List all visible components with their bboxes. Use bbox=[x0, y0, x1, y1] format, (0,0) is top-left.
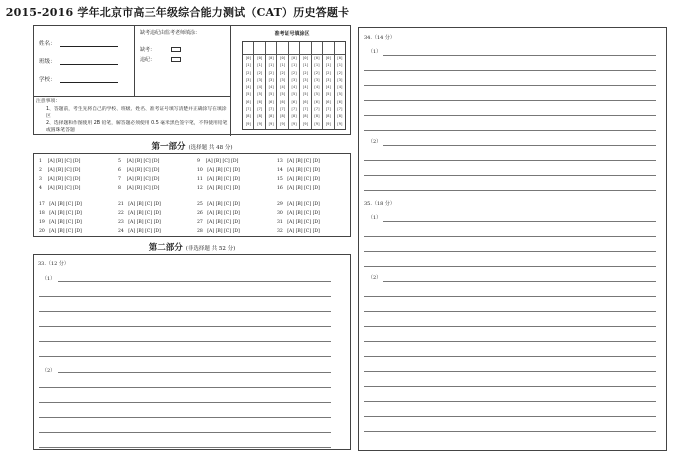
mc-question-13[interactable]: 13 [A] [B] [C] [D] bbox=[277, 159, 320, 164]
exam-number-column[interactable] bbox=[312, 42, 323, 129]
digit-bubble[interactable]: [4] bbox=[302, 85, 309, 90]
mc-question-30[interactable]: 30 [A] [B] [C] [D] bbox=[277, 211, 320, 216]
mc-question-24[interactable]: 24 [A] [B] [C] [D] bbox=[118, 229, 161, 234]
answer-line[interactable] bbox=[364, 190, 656, 191]
digit-bubble[interactable]: [3] bbox=[268, 77, 275, 82]
mc-question-28[interactable]: 28 [A] [B] [C] [D] bbox=[197, 229, 240, 234]
q35-label: 35.（18 分） bbox=[364, 201, 395, 207]
q34-sub2-label: （2） bbox=[368, 139, 382, 145]
digit-bubble[interactable]: [2] bbox=[245, 70, 252, 75]
mc-question-5[interactable]: 5 [A] [B] [C] [D] bbox=[118, 159, 160, 164]
exam-number-column[interactable] bbox=[254, 42, 265, 129]
mc-question-9[interactable]: 9 [A] [B] [C] [D] bbox=[197, 159, 239, 164]
digit-bubble[interactable]: [2] bbox=[291, 70, 297, 75]
digit-bubble[interactable]: [1] bbox=[268, 63, 275, 68]
digit-bubble[interactable]: [7] bbox=[291, 107, 297, 112]
digit-bubble[interactable]: [6] bbox=[256, 99, 263, 104]
digit-bubble[interactable]: [3] bbox=[302, 77, 309, 82]
digit-bubble[interactable]: [3] bbox=[291, 77, 297, 82]
answer-line[interactable] bbox=[39, 341, 331, 342]
answer-line[interactable] bbox=[364, 266, 656, 267]
exam-number-column[interactable] bbox=[289, 42, 300, 129]
digit-bubble[interactable]: [1] bbox=[279, 63, 286, 68]
answer-line[interactable] bbox=[364, 341, 656, 342]
answer-line[interactable] bbox=[364, 85, 656, 86]
digit-bubble[interactable]: [1] bbox=[245, 63, 252, 68]
digit-bubble[interactable]: [5] bbox=[313, 92, 320, 97]
digit-bubble[interactable]: [9] bbox=[313, 121, 320, 126]
q33-sub1-label: （1） bbox=[42, 276, 56, 282]
exam-number-grid[interactable] bbox=[242, 41, 346, 130]
digit-bubble[interactable]: [1] bbox=[313, 63, 320, 68]
digit-bubble[interactable]: [5] bbox=[279, 92, 286, 97]
answer-line[interactable] bbox=[39, 417, 331, 418]
answer-line[interactable] bbox=[383, 55, 656, 56]
digit-bubble[interactable]: [4] bbox=[245, 85, 252, 90]
mc-question-32[interactable]: 32 [A] [B] [C] [D] bbox=[277, 229, 320, 234]
answer-line[interactable] bbox=[364, 356, 656, 357]
mc-question-18[interactable]: 18 [A] [B] [C] [D] bbox=[39, 211, 82, 216]
digit-bubble[interactable]: [9] bbox=[325, 121, 332, 126]
digit-bubble[interactable]: [6] bbox=[325, 99, 332, 104]
mc-question-15[interactable]: 15 [A] [B] [C] [D] bbox=[277, 177, 320, 182]
mc-question-12[interactable]: 12 [A] [B] [C] [D] bbox=[197, 186, 240, 191]
exam-number-column[interactable] bbox=[300, 42, 311, 129]
mc-question-19[interactable]: 19 [A] [B] [C] [D] bbox=[39, 220, 82, 225]
digit-bubble[interactable]: [8] bbox=[325, 114, 332, 119]
digit-bubble[interactable]: [2] bbox=[325, 70, 332, 75]
mc-question-7[interactable]: 7 [A] [B] [C] [D] bbox=[118, 177, 160, 182]
digit-bubble[interactable]: [6] bbox=[279, 99, 286, 104]
part2-header: 第二部分 (非选择题 共 52 分) bbox=[148, 243, 236, 253]
answer-line[interactable] bbox=[39, 432, 331, 433]
student-info-block bbox=[33, 25, 351, 135]
name-field[interactable]: 姓名： bbox=[39, 39, 118, 47]
digit-bubble[interactable]: [7] bbox=[256, 107, 263, 112]
q34-label: 34.（14 分） bbox=[364, 35, 395, 41]
answer-line[interactable] bbox=[39, 387, 331, 388]
digit-bubble[interactable]: [6] bbox=[268, 99, 275, 104]
digit-bubble[interactable]: [4] bbox=[325, 85, 332, 90]
class-field[interactable]: 班级： bbox=[39, 57, 118, 65]
q33-label: 33.（12 分） bbox=[38, 261, 69, 267]
digit-bubble[interactable]: [8] bbox=[268, 114, 275, 119]
digit-bubble[interactable]: [2] bbox=[336, 70, 343, 75]
digit-bubble[interactable]: [0] bbox=[279, 56, 286, 60]
multiple-choice-box bbox=[33, 153, 351, 237]
mc-question-8[interactable]: 8 [A] [B] [C] [D] bbox=[118, 186, 160, 191]
digit-bubble[interactable]: [0] bbox=[291, 56, 297, 60]
digit-bubble[interactable]: [1] bbox=[256, 63, 263, 68]
answer-line[interactable] bbox=[39, 326, 331, 327]
digit-bubble[interactable]: [2] bbox=[279, 70, 286, 75]
answer-line[interactable] bbox=[39, 402, 331, 403]
digit-bubble[interactable]: [2] bbox=[268, 70, 275, 75]
digit-bubble[interactable]: [7] bbox=[245, 107, 252, 112]
digit-bubble[interactable]: [6] bbox=[291, 99, 297, 104]
absent-checkbox[interactable] bbox=[171, 47, 181, 52]
answer-line[interactable] bbox=[364, 311, 656, 312]
digit-bubble[interactable]: [5] bbox=[302, 92, 309, 97]
digit-bubble[interactable]: [0] bbox=[302, 56, 309, 60]
exam-number-column[interactable] bbox=[266, 42, 277, 129]
answer-line[interactable] bbox=[364, 251, 656, 252]
digit-bubble[interactable]: [9] bbox=[268, 121, 275, 126]
digit-bubble[interactable]: [7] bbox=[325, 107, 332, 112]
mc-question-1[interactable]: 1 [A] [B] [C] [D] bbox=[39, 159, 81, 164]
digit-bubble[interactable]: [7] bbox=[336, 107, 343, 112]
violation-checkbox[interactable] bbox=[171, 57, 181, 62]
digit-bubble[interactable]: [1] bbox=[302, 63, 309, 68]
digit-bubble[interactable]: [4] bbox=[291, 85, 297, 90]
student-fields bbox=[34, 26, 135, 96]
exam-number-digit-cell[interactable] bbox=[312, 42, 322, 55]
digit-bubble[interactable]: [5] bbox=[256, 92, 263, 97]
digit-bubble[interactable]: [6] bbox=[302, 99, 309, 104]
exam-number-column[interactable] bbox=[323, 42, 334, 129]
digit-bubble[interactable]: [3] bbox=[336, 77, 343, 82]
digit-bubble[interactable]: [4] bbox=[313, 85, 320, 90]
mc-question-27[interactable]: 27 [A] [B] [C] [D] bbox=[197, 220, 240, 225]
answer-sheet-title: 2015-2016 学年北京市高三年级综合能力测试（CAT）历史答题卡 bbox=[5, 6, 350, 19]
answer-line[interactable] bbox=[39, 296, 331, 297]
digit-bubble[interactable]: [3] bbox=[279, 77, 286, 82]
mc-question-23[interactable]: 23 [A] [B] [C] [D] bbox=[118, 220, 161, 225]
mc-question-21[interactable]: 21 [A] [B] [C] [D] bbox=[118, 202, 161, 207]
exam-number-column[interactable] bbox=[243, 42, 254, 129]
digit-bubble[interactable]: [9] bbox=[245, 121, 252, 126]
digit-bubble[interactable]: [9] bbox=[291, 121, 297, 126]
digit-bubble[interactable]: [3] bbox=[325, 77, 332, 82]
exam-number-digit-cell[interactable] bbox=[335, 42, 345, 55]
mc-question-20[interactable]: 20 [A] [B] [C] [D] bbox=[39, 229, 82, 234]
digit-bubble[interactable]: [0] bbox=[256, 56, 263, 60]
mc-question-10[interactable]: 10 [A] [B] [C] [D] bbox=[197, 168, 240, 173]
digit-bubble[interactable]: [9] bbox=[256, 121, 263, 126]
mc-question-25[interactable]: 25 [A] [B] [C] [D] bbox=[197, 202, 240, 207]
digit-bubble[interactable]: [9] bbox=[302, 121, 309, 126]
mc-question-26[interactable]: 26 [A] [B] [C] [D] bbox=[197, 211, 240, 216]
exam-number-digit-cell[interactable] bbox=[254, 42, 264, 55]
digit-bubble[interactable]: [7] bbox=[302, 107, 309, 112]
answer-line[interactable] bbox=[364, 401, 656, 402]
digit-bubble[interactable]: [7] bbox=[268, 107, 275, 112]
digit-bubble[interactable]: [8] bbox=[336, 114, 343, 119]
exam-number-digit-cell[interactable] bbox=[243, 42, 253, 55]
digit-bubble[interactable]: [0] bbox=[336, 56, 343, 60]
digit-bubble[interactable]: [3] bbox=[245, 77, 252, 82]
notice-box: 注意事项： 1、答题前，考生先将自己的学校、班级、姓名、准考证号填写清楚并正确涂写在填涂区 2、选择题和作图使用 2B 铅笔，解答题必须使用 0.5 毫米黑色签字笔，不得使用铅笔或圆珠笔答题 bbox=[34, 96, 231, 136]
digit-bubble[interactable]: [8] bbox=[291, 114, 297, 119]
digit-bubble[interactable]: [1] bbox=[291, 63, 297, 68]
mc-question-16[interactable]: 16 [A] [B] [C] [D] bbox=[277, 186, 320, 191]
digit-bubble[interactable]: [4] bbox=[256, 85, 263, 90]
digit-bubble[interactable]: [1] bbox=[325, 63, 332, 68]
digit-bubble[interactable]: [0] bbox=[245, 56, 252, 60]
answer-line[interactable] bbox=[364, 296, 656, 297]
answer-line[interactable] bbox=[364, 416, 656, 417]
q35-sub2-label: （2） bbox=[368, 275, 382, 281]
answer-line[interactable] bbox=[364, 100, 656, 101]
digit-bubble[interactable]: [7] bbox=[279, 107, 286, 112]
answer-line[interactable] bbox=[383, 145, 656, 146]
mc-question-2[interactable]: 2 [A] [B] [C] [D] bbox=[39, 168, 81, 173]
answer-line[interactable] bbox=[364, 175, 656, 176]
mc-question-6[interactable]: 6 [A] [B] [C] [D] bbox=[118, 168, 160, 173]
digit-bubble[interactable]: [3] bbox=[256, 77, 263, 82]
exam-number-title: 准考证号填涂区 bbox=[274, 31, 310, 37]
answer-line[interactable] bbox=[364, 160, 656, 161]
digit-bubble[interactable]: [6] bbox=[313, 99, 320, 104]
digit-bubble[interactable]: [5] bbox=[291, 92, 297, 97]
exam-number-digit-cell[interactable] bbox=[277, 42, 287, 55]
mc-question-29[interactable]: 29 [A] [B] [C] [D] bbox=[277, 202, 320, 207]
digit-bubble[interactable]: [4] bbox=[336, 85, 343, 90]
digit-bubble[interactable]: [2] bbox=[313, 70, 320, 75]
digit-bubble[interactable]: [5] bbox=[325, 92, 332, 97]
digit-bubble[interactable]: [9] bbox=[336, 121, 343, 126]
part1-header: 第一部分 (选择题 共 48 分) bbox=[151, 142, 233, 152]
answer-line[interactable] bbox=[364, 431, 656, 432]
digit-bubble[interactable]: [8] bbox=[313, 114, 320, 119]
digit-bubble[interactable]: [2] bbox=[302, 70, 309, 75]
mc-question-31[interactable]: 31 [A] [B] [C] [D] bbox=[277, 220, 320, 225]
exam-number-digit-cell[interactable] bbox=[266, 42, 276, 55]
digit-bubble[interactable]: [7] bbox=[313, 107, 320, 112]
absent-label: 缺考： bbox=[140, 47, 156, 53]
answer-line[interactable] bbox=[364, 236, 656, 237]
answer-line[interactable] bbox=[364, 115, 656, 116]
mc-question-4[interactable]: 4 [A] [B] [C] [D] bbox=[39, 186, 81, 191]
q33-answer-box bbox=[33, 254, 351, 450]
exam-number-column[interactable] bbox=[277, 42, 288, 129]
exam-number-digit-cell[interactable] bbox=[300, 42, 310, 55]
digit-bubble[interactable]: [0] bbox=[268, 56, 275, 60]
digit-bubble[interactable]: [8] bbox=[302, 114, 309, 119]
answer-line[interactable] bbox=[39, 447, 331, 448]
digit-bubble[interactable]: [8] bbox=[279, 114, 286, 119]
answer-line[interactable] bbox=[364, 371, 656, 372]
answer-line[interactable] bbox=[58, 281, 331, 282]
violation-label: 违纪： bbox=[140, 57, 156, 63]
answer-line[interactable] bbox=[58, 372, 331, 373]
answer-line[interactable] bbox=[39, 311, 331, 312]
digit-bubble[interactable]: [6] bbox=[245, 99, 252, 104]
answer-line[interactable] bbox=[383, 281, 656, 282]
mc-question-14[interactable]: 14 [A] [B] [C] [D] bbox=[277, 168, 320, 173]
school-field[interactable]: 学校： bbox=[39, 75, 118, 83]
digit-bubble[interactable]: [1] bbox=[336, 63, 343, 68]
digit-bubble[interactable]: [0] bbox=[325, 56, 332, 60]
answer-line[interactable] bbox=[364, 70, 656, 71]
q35-sub1-label: （1） bbox=[368, 215, 382, 221]
digit-bubble[interactable]: [3] bbox=[313, 77, 320, 82]
exam-number-column[interactable] bbox=[335, 42, 345, 129]
exam-number-digit-cell[interactable] bbox=[289, 42, 299, 55]
mc-question-3[interactable]: 3 [A] [B] [C] [D] bbox=[39, 177, 81, 182]
digit-bubble[interactable]: [8] bbox=[245, 114, 252, 119]
digit-bubble[interactable]: [5] bbox=[336, 92, 343, 97]
digit-bubble[interactable]: [0] bbox=[313, 56, 320, 60]
answer-line[interactable] bbox=[364, 130, 656, 131]
digit-bubble[interactable]: [5] bbox=[268, 92, 275, 97]
digit-bubble[interactable]: [4] bbox=[268, 85, 275, 90]
digit-bubble[interactable]: [2] bbox=[256, 70, 263, 75]
digit-bubble[interactable]: [8] bbox=[256, 114, 263, 119]
q34-q35-answer-box bbox=[358, 27, 667, 451]
answer-line[interactable] bbox=[364, 326, 656, 327]
answer-line[interactable] bbox=[39, 356, 331, 357]
digit-bubble[interactable]: [4] bbox=[279, 85, 286, 90]
mc-question-11[interactable]: 11 [A] [B] [C] [D] bbox=[197, 177, 240, 182]
q33-sub2-label: （2） bbox=[42, 368, 56, 374]
exam-number-digit-cell[interactable] bbox=[323, 42, 333, 55]
mc-question-17[interactable]: 17 [A] [B] [C] [D] bbox=[39, 202, 82, 207]
answer-line[interactable] bbox=[364, 386, 656, 387]
proctor-note: 缺考违纪由监考老师填涂： bbox=[140, 30, 201, 36]
q34-sub1-label: （1） bbox=[368, 49, 382, 55]
exam-number-area bbox=[233, 26, 351, 135]
mc-question-22[interactable]: 22 [A] [B] [C] [D] bbox=[118, 211, 161, 216]
digit-bubble[interactable]: [5] bbox=[245, 92, 252, 97]
answer-line[interactable] bbox=[383, 221, 656, 222]
digit-bubble[interactable]: [6] bbox=[336, 99, 343, 104]
digit-bubble[interactable]: [9] bbox=[279, 121, 286, 126]
